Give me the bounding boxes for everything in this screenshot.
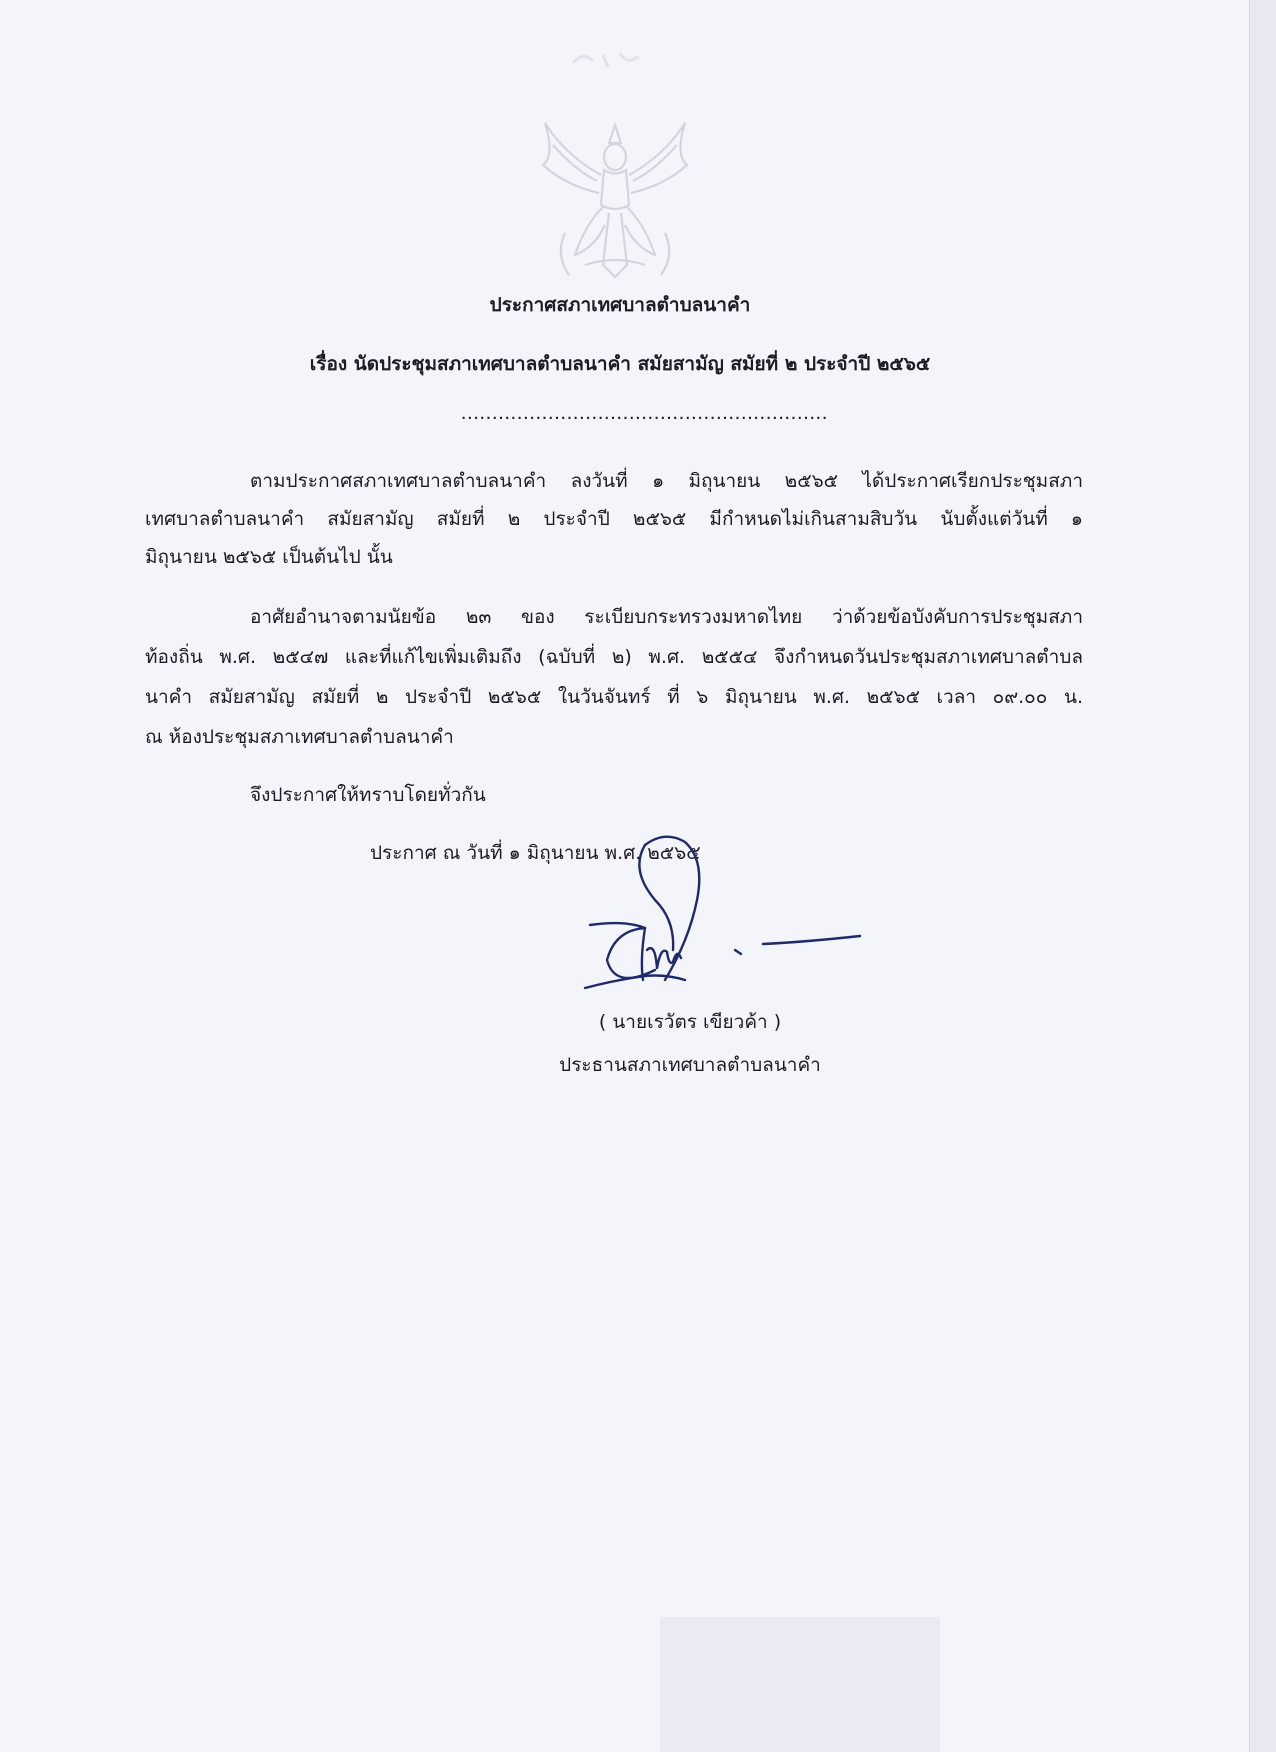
paragraph1-line3: มิถุนายน ๒๕๖๕ เป็นต้นไป นั้น	[145, 546, 393, 568]
announcement-title: ประกาศสภาเทศบาลตำบลนาคำ	[489, 294, 751, 316]
closing-statement: จึงประกาศให้ทราบโดยทั่วกัน	[250, 784, 486, 806]
paragraph2-line2: ท้องถิ่น พ.ศ. ๒๕๔๗ และที่แก้ไขเพิ่มเติมถึง (ฉบับที่ ๒) พ.ศ. ๒๕๕๔ จึงกำหนดวันประชุมสภาเทศบาลตำบล	[145, 646, 1083, 668]
dotted-separator: ...........................................................	[460, 408, 828, 422]
announcement-date: ประกาศ ณ วันที่ ๑ มิถุนายน พ.ศ. ๒๕๖๕	[370, 842, 701, 864]
paragraph2-line4: ณ ห้องประชุมสภาเทศบาลตำบลนาคำ	[145, 726, 454, 748]
paragraph1-line2: เทศบาลตำบลนาคำ สมัยสามัญ สมัยที่ ๒ ประจำปี ๒๕๖๕ มีกำหนดไม่เกินสามสิบวัน นับตั้งแต่วันที่ ๑	[145, 508, 1083, 530]
handwritten-signature	[585, 830, 865, 1000]
paragraph2-line3: นาคำ สมัยสามัญ สมัยที่ ๒ ประจำปี ๒๕๖๕ ในวันจันทร์ ที่ ๖ มิถุนายน พ.ศ. ๒๕๖๕ เวลา ๐๙.๐๐ น.	[145, 686, 1083, 708]
page-edge	[1249, 0, 1276, 1752]
signer-name: ( นายเรวัตร เขียวค้า )	[598, 1011, 782, 1033]
tape-patch	[660, 1617, 940, 1752]
signer-position: ประธานสภาเทศบาลตำบลนาคำ	[559, 1054, 821, 1076]
paper-crease-mark	[568, 45, 648, 71]
paragraph2-line1: อาศัยอำนาจตามนัยข้อ ๒๓ ของ ระเบียบกระทรวงมหาดไทย ว่าด้วยข้อบังคับการประชุมสภา	[250, 606, 1083, 628]
announcement-subject: เรื่อง นัดประชุมสภาเทศบาลตำบลนาคำ สมัยสามัญ สมัยที่ ๒ ประจำปี ๒๕๖๕	[309, 353, 931, 375]
garuda-emblem-icon	[525, 115, 705, 285]
paragraph1-line1: ตามประกาศสภาเทศบาลตำบลนาคำ ลงวันที่ ๑ มิถุนายน ๒๕๖๕ ได้ประกาศเรียกประชุมสภา	[250, 470, 1083, 492]
